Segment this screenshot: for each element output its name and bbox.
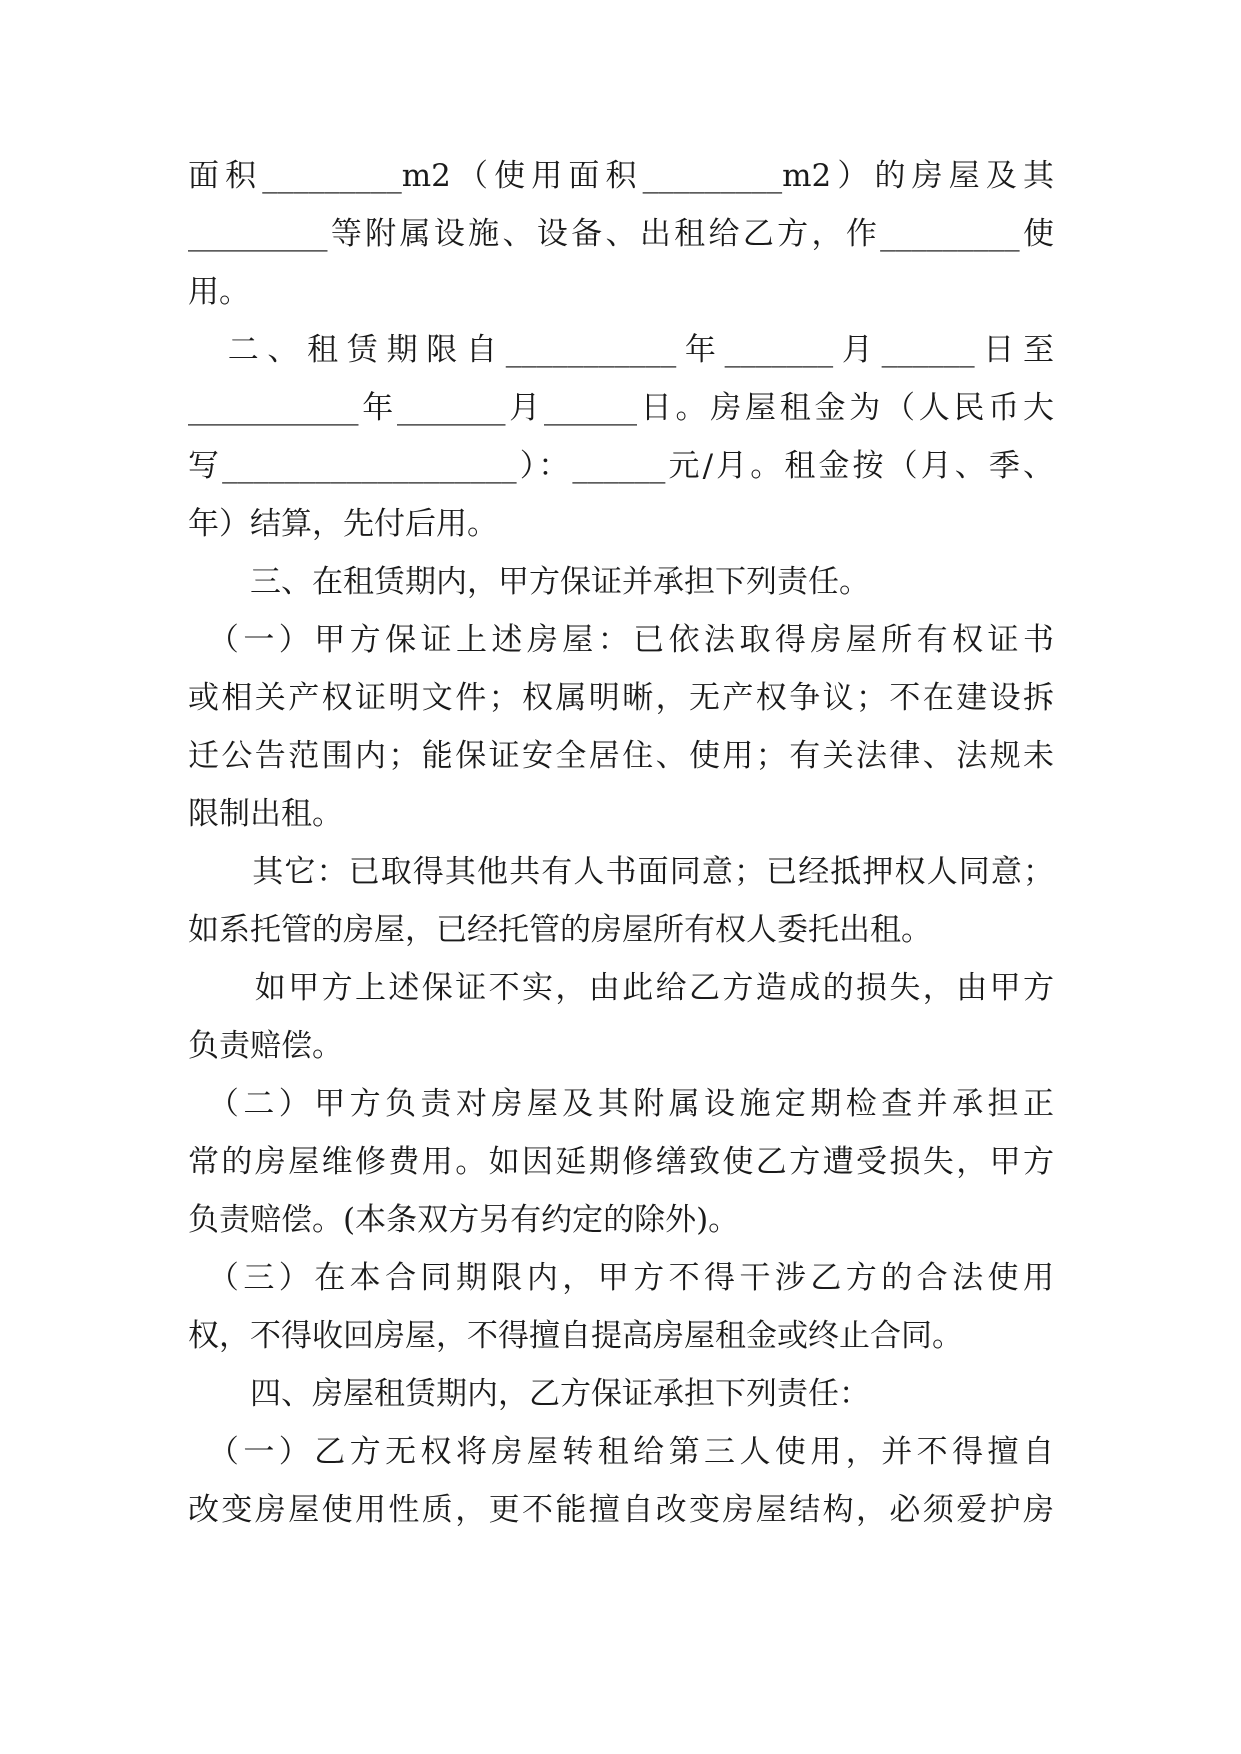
text-line: 限制出租。 — [188, 796, 343, 832]
text-line: 其它：已取得其他共有人书面同意；已经抵押权人同意； — [188, 854, 1054, 890]
text-line: 或相关产权证明文件；权属明晰，无产权争议；不在建设拆 — [188, 680, 1054, 716]
text-line: 负责赔偿。 — [188, 1028, 343, 1064]
text-line: 用。 — [188, 274, 250, 310]
text-line: 四、房屋租赁期内，乙方保证承担下列责任： — [188, 1376, 870, 1412]
text-line: 三、在租赁期内，甲方保证并承担下列责任。 — [188, 564, 870, 600]
text-line: 年）结算，先付后用。 — [188, 506, 498, 542]
text-line: 二、租赁期限自___________年_______月______日至 — [188, 332, 1054, 368]
text-line: （二）甲方负责对房屋及其附属设施定期检查并承担正 — [188, 1086, 1054, 1122]
text-line: （三）在本合同期限内，甲方不得干涉乙方的合法使用 — [188, 1260, 1054, 1296]
text-line: （一）甲方保证上述房屋：已依法取得房屋所有权证书 — [188, 622, 1054, 658]
text-line: 如系托管的房屋，已经托管的房屋所有权人委托出租。 — [188, 912, 932, 948]
text-line: 如甲方上述保证不实，由此给乙方造成的损失，由甲方 — [188, 970, 1054, 1006]
text-line: 权，不得收回房屋，不得擅自提高房屋租金或终止合同。 — [188, 1318, 963, 1354]
text-line: 迁公告范围内；能保证安全居住、使用；有关法律、法规未 — [188, 738, 1054, 774]
text-line: 面积_________m2（使用面积_________m2）的房屋及其 — [188, 158, 1054, 194]
text-line: 写___________________）：______元/月。租金按（月、季、 — [188, 448, 1054, 484]
text-line: 常的房屋维修费用。如因延期修缮致使乙方遭受损失，甲方 — [188, 1144, 1054, 1180]
text-line: ___________年_______月______日。房屋租金为（人民币大 — [188, 390, 1054, 426]
text-line: 改变房屋使用性质，更不能擅自改变房屋结构，必须爱护房 — [188, 1492, 1054, 1528]
text-line: _________等附属设施、设备、出租给乙方，作_________使 — [188, 216, 1054, 252]
text-line: （一）乙方无权将房屋转租给第三人使用，并不得擅自 — [188, 1434, 1054, 1470]
text-line: 负责赔偿。(本条双方另有约定的除外)。 — [188, 1202, 740, 1238]
